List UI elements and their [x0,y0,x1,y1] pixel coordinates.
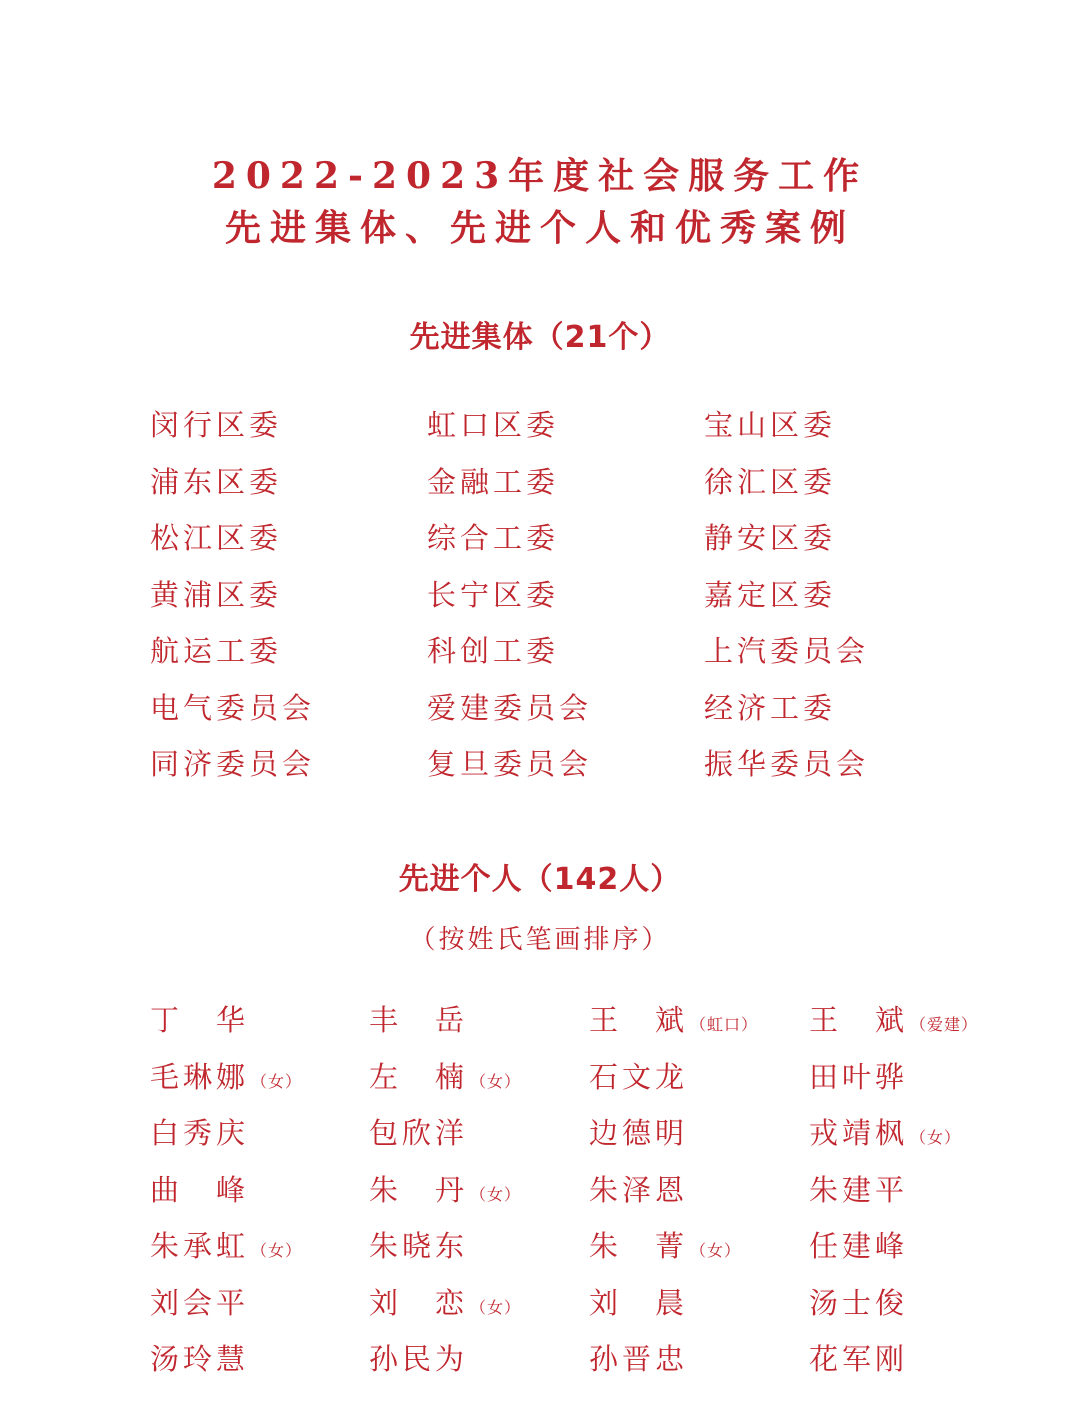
group-item: 复旦委员会 [427,747,593,781]
group-item: 徐汇区委 [704,464,837,499]
person-item [369,1278,589,1335]
person-item [150,1165,369,1222]
advanced-groups-list [150,400,910,796]
person-item [809,1278,1009,1335]
person-name: 包欣洋 [369,1116,469,1150]
group-item: 闵行区委 [150,408,283,442]
group-item: 金融工委 [427,464,560,499]
person-item [369,1221,589,1278]
person-name: 田叶骅 [809,1059,909,1094]
person-item [150,1278,369,1335]
person-name: 朱 丹 [369,1172,469,1207]
person-name: 朱晓东 [369,1229,469,1263]
person-name: 左 楠 [369,1059,469,1094]
group-item: 黄浦区委 [150,577,283,612]
person-item [150,1108,369,1165]
group-item: 上汽委员会 [704,634,870,668]
advanced-groups-heading: 先进集体（21个） [409,320,671,355]
person-item [809,1108,1009,1165]
group-item: 科创工委 [427,634,560,668]
group-item: 综合工委 [427,521,560,555]
person-name: 边德明 [589,1116,689,1150]
group-item: 经济工委 [704,690,837,725]
person-note: （女） [251,1241,303,1260]
title-line-2: 先进集体、先进个人和优秀案例 [224,207,855,249]
title-line-1: 2022-2023年度社会服务工作 [211,155,869,197]
person-name: 白秀庆 [150,1116,250,1150]
person-name: 曲 峰 [150,1172,250,1207]
group-item: 松江区委 [150,521,283,555]
person-name: 丰 岳 [369,1003,469,1037]
group-item: 同济委员会 [150,747,316,781]
person-item [589,1052,809,1109]
person-item [809,1165,1009,1222]
person-item [150,995,369,1052]
advanced-individuals-list [150,995,1010,1391]
group-item: 嘉定区委 [704,577,837,612]
person-item [809,1334,1009,1391]
person-note: （女） [910,1128,962,1147]
person-item [589,1278,809,1335]
person-name: 刘 晨 [589,1285,689,1320]
person-name: 朱泽恩 [589,1172,689,1207]
person-note: （虹口） [690,1015,759,1034]
person-note: （女） [251,1071,303,1091]
advanced-individuals-heading: 先进个人（142人） [398,862,682,897]
person-item [369,1108,589,1165]
person-name: 毛琳娜 [150,1059,250,1094]
person-item [809,1221,1009,1278]
person-item [369,1334,589,1391]
person-item [589,1334,809,1391]
group-item: 虹口区委 [427,408,560,442]
person-name: 丁 华 [150,1003,250,1037]
person-item [809,1052,1009,1109]
person-item [589,1221,809,1278]
person-note: （女） [470,1184,522,1204]
group-item: 电气委员会 [150,690,316,725]
person-item [369,1052,589,1109]
person-item [150,1221,369,1278]
person-note: （爱建） [910,1015,979,1034]
person-name: 朱建平 [809,1172,909,1207]
person-name: 孙民为 [369,1342,469,1376]
group-item: 振华委员会 [704,747,870,781]
person-name: 王 斌 [809,1003,909,1037]
person-name: 朱 菁 [589,1229,689,1263]
person-note: （女） [470,1071,522,1091]
person-name: 王 斌 [589,1003,689,1037]
person-note: （女） [470,1297,522,1317]
person-item [809,995,1009,1052]
group-item: 航运工委 [150,634,283,668]
person-name: 任建峰 [809,1229,909,1263]
group-item: 静安区委 [704,521,837,555]
group-item: 长宁区委 [427,577,560,612]
person-item [589,1165,809,1222]
person-name: 刘 恋 [369,1285,469,1320]
person-name: 汤士俊 [809,1285,909,1320]
person-item [150,1334,369,1391]
group-item: 爱建委员会 [427,690,593,725]
person-name: 刘会平 [150,1285,250,1320]
person-name: 花军刚 [809,1342,909,1376]
group-item: 浦东区委 [150,464,283,499]
person-item [589,995,809,1052]
person-item [589,1108,809,1165]
group-item: 宝山区委 [704,408,837,442]
person-name: 孙晋忠 [589,1342,689,1376]
person-item [369,995,589,1052]
person-name: 石文龙 [589,1059,689,1094]
person-item [150,1052,369,1109]
person-item [369,1165,589,1222]
person-name: 朱承虹 [150,1229,250,1263]
person-name: 汤玲慧 [150,1342,250,1376]
person-name: 戎靖枫 [809,1116,909,1150]
sort-order-note: （按姓氏笔画排序） [409,925,671,955]
person-note: （女） [690,1241,742,1260]
